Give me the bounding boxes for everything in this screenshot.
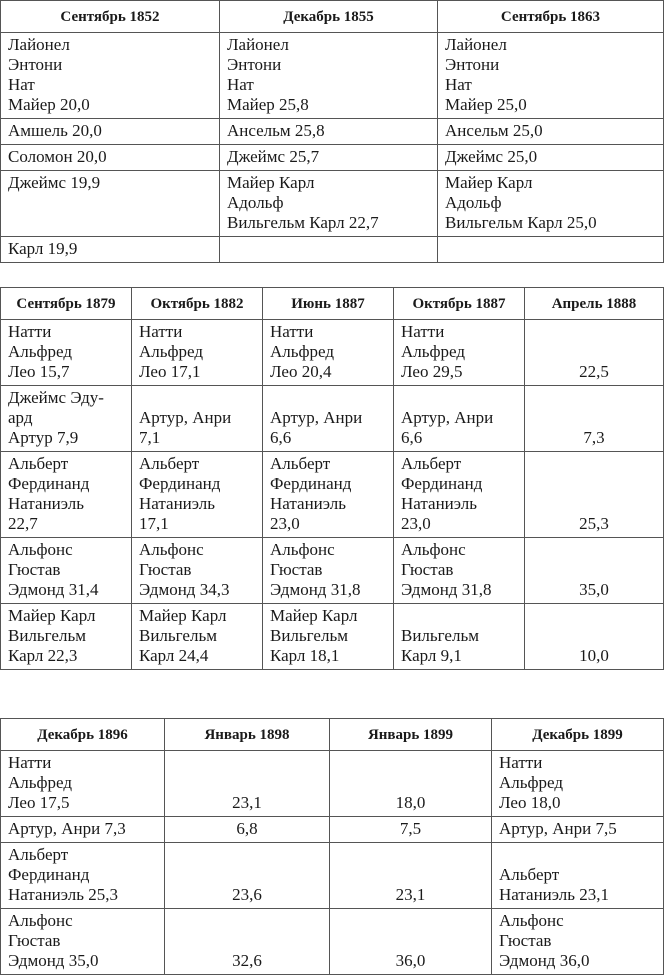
cell-line: Лео 17,5 [8, 793, 70, 812]
cell-line: Гюстав [8, 560, 61, 579]
cell-line: Ансельм 25,0 [445, 121, 543, 140]
cell-line: Майер Карл [445, 173, 533, 192]
cell-line: Альфонс [139, 540, 204, 559]
column-header: Декабрь 1896 [1, 719, 165, 751]
table-cell [525, 386, 664, 452]
cell-line: Альфред [499, 773, 563, 792]
table-row [1, 320, 664, 386]
table-cell [1, 145, 220, 171]
cell-line: Эдмонд 31,8 [270, 580, 361, 599]
cell-line: Энтони [8, 55, 63, 74]
header-row [1, 1, 664, 33]
cell-line: Вильгельм [8, 626, 86, 645]
cell-line: Альфонс [8, 911, 73, 930]
cell-line: Ансельм 25,8 [227, 121, 325, 140]
cell-line: Альфред [8, 342, 72, 361]
cell-line: Вильгельм [401, 626, 479, 645]
table-row [1, 604, 664, 670]
cell-line: Альберт [499, 865, 560, 884]
cell-line: Фердинанд [270, 474, 352, 493]
table-cell [330, 909, 492, 975]
table-row [1, 33, 664, 119]
table-cell [492, 843, 664, 909]
cell-line: 6,8 [236, 819, 258, 838]
cell-line [401, 606, 517, 626]
cell-line: Натаниэль [270, 494, 346, 513]
cell-line: Альфонс [8, 540, 73, 559]
table-cell [1, 33, 220, 119]
cell-line: 6,6 [401, 428, 423, 447]
table-cell [1, 171, 220, 237]
cell-line: Альфред [270, 342, 334, 361]
cell-line [270, 388, 386, 408]
cell-line: Фердинанд [8, 474, 90, 493]
cell-line: 10,0 [579, 646, 609, 665]
cell-line [401, 388, 517, 408]
cell-line: Нат [8, 75, 35, 94]
cell-line: Энтони [445, 55, 500, 74]
table-row [1, 237, 664, 263]
column-header: Сентябрь 1879 [1, 288, 132, 320]
cell-line: Альфред [8, 773, 72, 792]
cell-line: Натаниэль [139, 494, 215, 513]
table-cell [263, 452, 394, 538]
cell-line: 25,3 [579, 514, 609, 533]
cell-line: 35,0 [579, 580, 609, 599]
cell-line: Гюстав [401, 560, 454, 579]
cell-line: Натти [139, 322, 183, 341]
cell-line: Эдмонд 36,0 [499, 951, 590, 970]
cell-line: Вильгельм Карл 25,0 [445, 213, 597, 232]
cell-line: Эдмонд 31,8 [401, 580, 492, 599]
cell-line: Вильгельм Карл 22,7 [227, 213, 379, 232]
cell-line: Майер Карл [139, 606, 227, 625]
cell-line: Лео 18,0 [499, 793, 561, 812]
table-cell [394, 386, 525, 452]
table-cell [438, 119, 664, 145]
table-cell [1, 909, 165, 975]
cell-line: 17,1 [139, 514, 169, 533]
cell-line: Лео 20,4 [270, 362, 332, 381]
table-row [1, 119, 664, 145]
table-cell [132, 386, 263, 452]
cell-line: Лео 29,5 [401, 362, 463, 381]
cell-line: Лео 15,7 [8, 362, 70, 381]
cell-line: Альфонс [270, 540, 335, 559]
table-cell [438, 145, 664, 171]
table-cell [394, 604, 525, 670]
cell-line: Карл 18,1 [270, 646, 340, 665]
cell-line: Фердинанд [401, 474, 483, 493]
cell-line: Артур, Анри 7,5 [499, 819, 617, 838]
table-cell [220, 33, 438, 119]
table-cell [525, 452, 664, 538]
table-cell [330, 817, 492, 843]
cell-line: Натаниэль 25,3 [8, 885, 118, 904]
cell-line: Натаниэль [401, 494, 477, 513]
cell-line: Джеймс 19,9 [8, 173, 101, 192]
cell-line: Альберт [270, 454, 331, 473]
cell-line: Альфред [139, 342, 203, 361]
table-cell [1, 320, 132, 386]
cell-line: Натти [401, 322, 445, 341]
cell-line: Фердинанд [139, 474, 221, 493]
table-cell [263, 538, 394, 604]
column-header: Июнь 1887 [263, 288, 394, 320]
cell-line: Альберт [139, 454, 200, 473]
cell-line: 18,0 [395, 793, 426, 812]
cell-line: Джеймс 25,0 [445, 147, 538, 166]
cell-line: Лайонел [227, 35, 289, 54]
cell-line: 32,6 [232, 951, 262, 970]
cell-line: Эдмонд 34,3 [139, 580, 230, 599]
column-header: Январь 1898 [165, 719, 330, 751]
table-cell [165, 751, 330, 817]
column-header: Сентябрь 1863 [438, 1, 664, 33]
table-1879-1888 [0, 287, 664, 670]
cell-line: Натаниэль 23,1 [499, 885, 609, 904]
cell-line: Гюстав [139, 560, 192, 579]
header-row [1, 719, 664, 751]
cell-line: Натти [499, 753, 543, 772]
cell-line: Артур, Анри [401, 408, 494, 427]
cell-line: Альберт [8, 845, 69, 864]
cell-line: Гюстав [499, 931, 552, 950]
table-cell [220, 145, 438, 171]
table-cell [1, 817, 165, 843]
cell-line: Карл 19,9 [8, 239, 78, 258]
cell-line: Адольф [445, 193, 502, 212]
cell-line: 23,0 [270, 514, 300, 533]
cell-line: Карл 9,1 [401, 646, 462, 665]
table-row [1, 538, 664, 604]
column-header: Октябрь 1882 [132, 288, 263, 320]
table-cell [1, 386, 132, 452]
table-cell [492, 751, 664, 817]
cell-line: Альфонс [401, 540, 466, 559]
cell-line: 22,5 [579, 362, 609, 381]
table-cell [525, 604, 664, 670]
cell-line: Майер 25,0 [445, 95, 527, 114]
column-header: Декабрь 1899 [492, 719, 664, 751]
table-row [1, 452, 664, 538]
table-cell [438, 237, 664, 263]
cell-line: Артур, Анри [139, 408, 232, 427]
cell-line: Энтони [227, 55, 282, 74]
cell-line: Майер 20,0 [8, 95, 90, 114]
cell-line: Майер Карл [8, 606, 96, 625]
cell-line [139, 388, 255, 408]
cell-line: Вильгельм [139, 626, 217, 645]
cell-line: 23,1 [232, 793, 262, 812]
table-cell [394, 320, 525, 386]
cell-line: Гюстав [8, 931, 61, 950]
table-cell [132, 452, 263, 538]
cell-line: Амшель 20,0 [8, 121, 102, 140]
table-row [1, 843, 664, 909]
table-1852-1863 [0, 0, 664, 263]
table-cell [263, 386, 394, 452]
cell-line: Майер Карл [227, 173, 315, 192]
cell-line: Майер Карл [270, 606, 358, 625]
cell-line: Натти [8, 753, 52, 772]
table-cell [1, 538, 132, 604]
table-cell [1, 843, 165, 909]
table-cell [394, 452, 525, 538]
table-cell [1, 604, 132, 670]
cell-line: Джеймс Эду- [8, 388, 104, 407]
cell-line: Лайонел [8, 35, 70, 54]
table-cell [165, 817, 330, 843]
table-cell [132, 538, 263, 604]
cell-line [499, 845, 656, 865]
cell-line: Джеймс 25,7 [227, 147, 320, 166]
table-cell [220, 171, 438, 237]
cell-line: 7,5 [399, 819, 422, 838]
column-header: Январь 1899 [330, 719, 492, 751]
table-cell [220, 237, 438, 263]
cell-line: 6,6 [270, 428, 292, 447]
cell-line: Альфонс [499, 911, 564, 930]
table-cell [492, 909, 664, 975]
column-header: Октябрь 1887 [394, 288, 525, 320]
cell-line: Артур, Анри 7,3 [8, 819, 126, 838]
cell-line: Артур 7,9 [8, 428, 79, 447]
cell-line: 23,0 [401, 514, 431, 533]
cell-line: Натти [8, 322, 52, 341]
table-cell [1, 237, 220, 263]
table-cell [1, 751, 165, 817]
cell-line: Майер 25,8 [227, 95, 309, 114]
cell-line: Натаниэль [8, 494, 84, 513]
cell-line: Альберт [401, 454, 462, 473]
cell-line: 23,6 [232, 885, 262, 904]
cell-line: Вильгельм [270, 626, 348, 645]
cell-line: Артур, Анри [270, 408, 363, 427]
table-cell [330, 843, 492, 909]
cell-line: Лео 17,1 [139, 362, 201, 381]
cell-line: Натти [270, 322, 314, 341]
column-header: Апрель 1888 [525, 288, 664, 320]
cell-line: Лайонел [445, 35, 507, 54]
table-cell [165, 843, 330, 909]
table-cell [263, 604, 394, 670]
column-header: Сентябрь 1852 [1, 1, 220, 33]
cell-line: 36,0 [395, 951, 426, 970]
cell-line: Соломон 20,0 [8, 147, 107, 166]
cell-line: Карл 22,3 [8, 646, 78, 665]
table-cell [132, 320, 263, 386]
cell-line: Эдмонд 31,4 [8, 580, 99, 599]
cell-line: Карл 24,4 [139, 646, 209, 665]
table-cell [1, 119, 220, 145]
table-cell [330, 751, 492, 817]
cell-line: Эдмонд 35,0 [8, 951, 99, 970]
cell-line: Фердинанд [8, 865, 90, 884]
table-cell [438, 171, 664, 237]
table-1896-1899 [0, 718, 664, 975]
cell-line: 23,1 [395, 885, 426, 904]
table-cell [438, 33, 664, 119]
cell-line: Нат [227, 75, 254, 94]
table-cell [1, 452, 132, 538]
cell-line: 7,1 [139, 428, 161, 447]
table-row [1, 909, 664, 975]
cell-line: Альфред [401, 342, 465, 361]
table-cell [132, 604, 263, 670]
cell-line: ард [8, 408, 33, 427]
cell-line: Гюстав [270, 560, 323, 579]
table-cell [263, 320, 394, 386]
table-row [1, 817, 664, 843]
table-cell [220, 119, 438, 145]
cell-line: Альберт [8, 454, 69, 473]
header-row [1, 288, 664, 320]
table-row [1, 386, 664, 452]
table-cell [492, 817, 664, 843]
table-cell [525, 320, 664, 386]
cell-line: 22,7 [8, 514, 38, 533]
table-cell [525, 538, 664, 604]
table-cell [394, 538, 525, 604]
cell-line: Адольф [227, 193, 284, 212]
table-row [1, 171, 664, 237]
column-header: Декабрь 1855 [220, 1, 438, 33]
cell-line: Нат [445, 75, 472, 94]
table-row [1, 751, 664, 817]
cell-line: 7,3 [583, 428, 605, 447]
table-cell [165, 909, 330, 975]
table-row [1, 145, 664, 171]
